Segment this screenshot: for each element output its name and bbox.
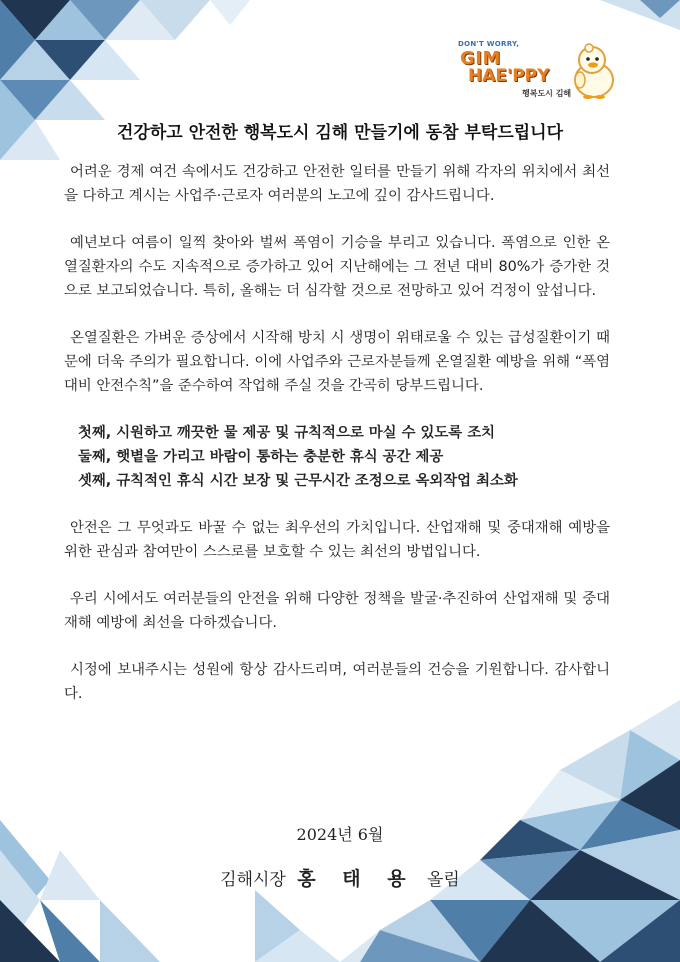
safety-rule-item: 둘째, 햇볕을 가리고 바람이 통하는 충분한 휴식 공간 제공 [78, 449, 444, 465]
signature-suffix: 올림 [426, 870, 460, 890]
safety-rule-item: 첫째, 시원하고 깨끗한 물 제공 및 규칙적으로 마실 수 있도록 조치 [78, 425, 496, 441]
letter-body [64, 160, 610, 729]
signature-name: 홍 태 용 [297, 868, 416, 890]
letter-date: 2024년 6월 [296, 825, 384, 844]
paragraph-gratitude: 어려운 경제 여건 속에서도 건강하고 안전한 일터를 만들기 위해 각자의 위치에서 최선을 다하고 계시는 사업주·근로자 여러분의 노고에 깊이 감사드립니다. [64, 164, 610, 204]
logo-subtitle: 행복도시 김해 [522, 89, 572, 98]
letter-title: 건강하고 안전한 행복도시 김해 만들기에 동참 부탁드립니다 [116, 123, 564, 143]
safety-rule-item: 셋째, 규칙적인 휴식 시간 보장 및 근무시간 조정으로 옥외작업 최소화 [78, 473, 518, 489]
logo-word-gim: GIM [460, 48, 501, 69]
paragraph-thanks: 시정에 보내주시는 성원에 항상 감사드리며, 여러분들의 건승을 기원합니다. 감사합니다. [64, 662, 610, 702]
paragraph-heatwave: 예년보다 여름이 일찍 찾아와 벌써 폭염이 기승을 부리고 있습니다. 폭염으로 인한 온열질환자의 수도 지속적으로 증가하고 있어 지난해에는 그 전년 대비 80%가 증가한 것으로 보고되었습니다. 특히, 올해는 더 심각할 것으로 전망하고 있어 걱정이 앞섭니다. [64, 235, 610, 299]
gimhae-logo [452, 40, 622, 110]
logo-word-haeppy: HAE'PPY [468, 66, 550, 86]
paragraph-safety-value: 안전은 그 무엇과도 바꿀 수 없는 최우선의 가치입니다. 산업재해 및 중대재해 예방을 위한 관심과 참여만이 스스로를 보호할 수 있는 최선의 방법입니다. [64, 520, 610, 560]
logo-tagline: DON'T WORRY, [458, 40, 520, 48]
duck-mascot-icon [570, 40, 618, 100]
signature-role: 김해시장 [220, 870, 286, 890]
safety-rules-list [78, 421, 610, 493]
signature-line [0, 864, 680, 891]
paragraph-city-policy: 우리 시에서도 여러분들의 안전을 위해 다양한 정책을 발굴·추진하여 산업재해 및 중대재해 예방에 최선을 다하겠습니다. [64, 591, 610, 631]
paragraph-heat-illness: 온열질환은 가벼운 증상에서 시작해 방치 시 생명이 위태로울 수 있는 급성질환이기 때문에 더욱 주의가 필요합니다. 이에 사업주와 근로자분들께 온열질환 예방을 위해 “폭염 대비 안전수칙”을 준수하여 작업해 주실 것을 간곡히 당부드립니다. [64, 330, 610, 394]
